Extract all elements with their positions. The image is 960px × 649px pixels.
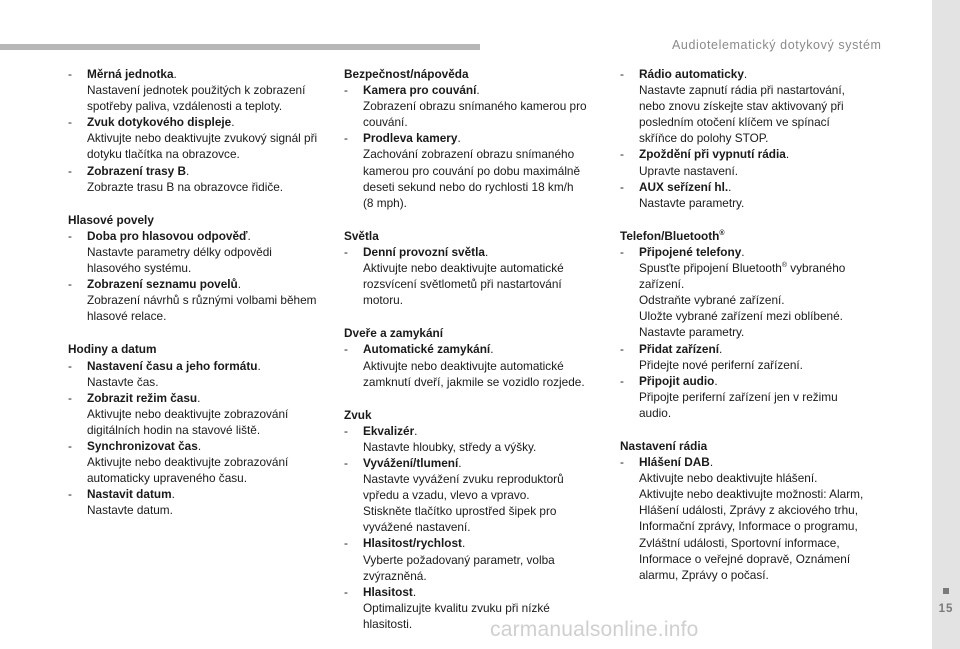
settings-list-item: - Hlášení DAB. Aktivujte nebo deaktivujte hlášení. Aktivujte nebo deaktivujte možnosti: Alarm, Hlášení události, Zprávy z akciového trhu, Informační zprávy, Informace o programu, Zvláštní události, Sportovní informace, Informace o veřejné dopravě, Oznámení alarmu, Zprávy o počasí.: [620, 454, 882, 583]
item-description-line: Přidejte nové periferní zařízení.: [639, 357, 803, 372]
settings-section: [344, 407, 602, 632]
list-dash: -: [620, 179, 624, 194]
list-dash: -: [344, 455, 348, 470]
item-name: AUX seřízení hl.: [639, 179, 729, 194]
list-dash: -: [344, 584, 348, 599]
page-number: 15: [938, 603, 954, 615]
item-description-line: Aktivujte nebo deaktivujte zobrazování: [87, 406, 289, 421]
column-3: [620, 66, 882, 600]
item-description-line: couvání.: [363, 115, 408, 130]
page-side-strip: [932, 0, 960, 649]
settings-list-item: - Kamera pro couvání. Zobrazení obrazu snímaného kamerou pro couvání.: [344, 82, 602, 130]
settings-list-item: - Zobrazit režim času. Aktivujte nebo deaktivujte zobrazování digitálních hodin na stavové liště.: [68, 390, 330, 438]
item-description-line: Aktivujte nebo deaktivujte hlášení.: [639, 471, 818, 486]
section-title: Bezpečnost/nápověda: [344, 67, 469, 81]
settings-list-item: - Zpoždění při vypnutí rádia. Upravte nastavení.: [620, 146, 882, 178]
item-description-line: Nastavte zapnutí rádia při nastartování,: [639, 83, 845, 98]
item-description-line: digitálních hodin na stavové liště.: [87, 422, 261, 437]
list-dash: -: [68, 115, 72, 130]
item-name: Prodleva kamery: [363, 131, 458, 146]
item-name: Nastavit datum: [87, 487, 172, 502]
item-name: Hlasitost: [363, 584, 413, 599]
item-description-line: Informace o veřejné dopravě, Oznámení: [639, 551, 851, 566]
settings-list-item: - Synchronizovat čas. Aktivujte nebo deaktivujte zobrazování automaticky upraveného času.: [68, 438, 330, 486]
section-title: Dveře a zamykání: [344, 326, 444, 341]
settings-list-item: - Zvuk dotykového displeje. Aktivujte nebo deaktivujte zvukový signál při dotyku tlačítka na obrazovce.: [68, 114, 330, 162]
list-dash: -: [620, 455, 624, 470]
settings-section: [620, 66, 882, 211]
item-name: Připojit audio: [639, 373, 715, 388]
item-description-line: Nastavte datum.: [87, 503, 173, 518]
item-name: Synchronizovat čas: [87, 438, 198, 453]
list-dash: -: [68, 277, 72, 292]
list-dash: -: [68, 438, 72, 453]
item-name: Rádio automaticky: [639, 67, 744, 81]
item-description-line: zvýrazněná.: [363, 568, 427, 583]
item-description-line: automaticky upraveného času.: [87, 471, 248, 486]
item-description-line: Stiskněte tlačítko uprostřed šipek pro: [363, 504, 557, 519]
item-name: Připojené telefony: [639, 244, 742, 259]
item-name: Hlášení DAB: [639, 455, 710, 470]
list-dash: -: [620, 373, 624, 388]
list-dash: -: [620, 147, 624, 162]
item-description-line: Spusťte připojení Bluetooth® vybraného: [639, 261, 846, 276]
item-description-line: Upravte nastavení.: [639, 163, 739, 178]
settings-list-item: - Prodleva kamery. Zachování zobrazení obrazu snímaného kamerou pro couvání po dobu maximálně deseti sekund nebo do rychlosti 18 km/h (8 mph).: [344, 130, 602, 210]
item-description-line: Nastavte hloubky, středy a výšky.: [363, 439, 537, 454]
settings-list-item: - Přidat zařízení. Přidejte nové periferní zařízení.: [620, 341, 882, 373]
item-description-line: Zvláštní události, Sportovní informace,: [639, 535, 840, 550]
item-description-line: Aktivujte nebo deaktivujte zobrazování: [87, 455, 289, 470]
item-description-line: Nastavte vyvážení zvuku reproduktorů: [363, 472, 564, 487]
item-name: Nastavení času a jeho formátu: [87, 358, 258, 373]
item-name: Zobrazit režim času: [87, 390, 198, 405]
item-description-line: Odstraňte vybrané zařízení.: [639, 293, 785, 308]
list-dash: -: [344, 83, 348, 98]
item-description-line: dotyku tlačítka na obrazovce.: [87, 147, 240, 162]
settings-list-item: - AUX seřízení hl.. Nastavte parametry.: [620, 179, 882, 211]
item-description-line: spotřeby paliva, vzdálenosti a teploty.: [87, 99, 283, 114]
item-description-line: Aktivujte nebo deaktivujte automatické: [363, 261, 564, 276]
settings-section: [68, 66, 330, 195]
item-name: Zobrazení seznamu povelů: [87, 277, 238, 292]
settings-list-item: - Hlasitost/rychlost. Vyberte požadovaný parametr, volba zvýrazněná.: [344, 535, 602, 583]
list-dash: -: [344, 423, 348, 438]
section-title: Hodiny a datum: [68, 342, 157, 357]
item-description-line: motoru.: [363, 293, 403, 308]
list-dash: -: [68, 390, 72, 405]
page-marker-square: [943, 588, 949, 594]
settings-section: [68, 212, 330, 325]
list-dash: -: [68, 487, 72, 502]
item-description-line: (8 mph).: [363, 195, 407, 210]
item-description-line: vyvážené nastavení.: [363, 520, 471, 535]
settings-list-item: - Zobrazení trasy B. Zobrazte trasu B na obrazovce řidiče.: [68, 163, 330, 195]
list-dash: -: [620, 67, 624, 81]
item-description-line: vpředu a vzadu, vlevo a vpravo.: [363, 488, 530, 503]
item-description-line: Informační zprávy, Informace o programu,: [639, 519, 858, 534]
item-description-line: hlasového systému.: [87, 261, 192, 276]
settings-section: [620, 228, 882, 421]
item-description-line: Nastavte čas.: [87, 374, 159, 389]
section-title: Světla: [344, 228, 379, 243]
item-name: Měrná jednotka: [87, 67, 174, 81]
item-name: Automatické zamykání: [363, 342, 491, 357]
column-2: [344, 66, 602, 649]
settings-list-item: - Doba pro hlasovou odpověď. Nastavte parametry délky odpovědi hlasového systému.: [68, 228, 330, 276]
section-title: Telefon/Bluetooth®: [620, 228, 725, 243]
item-description-line: deseti sekund nebo do rychlosti 18 km/h: [363, 179, 574, 194]
list-dash: -: [344, 131, 348, 146]
settings-list-item: - Zobrazení seznamu povelů. Zobrazení návrhů s různými volbami během hlasové relace.: [68, 276, 330, 324]
item-name: Ekvalizér: [363, 423, 415, 438]
section-title: Hlasové povely: [68, 212, 154, 227]
item-description-line: Nastavte parametry.: [639, 195, 745, 210]
item-name: Přidat zařízení: [639, 341, 719, 356]
item-name: Denní provozní světla: [363, 244, 485, 259]
page-header-title: Audiotelematický dotykový systém: [672, 38, 882, 52]
settings-section: [620, 438, 882, 583]
item-name: Doba pro hlasovou odpověď: [87, 228, 248, 243]
column-1: [68, 66, 330, 535]
list-dash: -: [68, 67, 72, 81]
settings-list-item: - Ekvalizér. Nastavte hloubky, středy a výšky.: [344, 423, 602, 455]
item-description-line: Optimalizujte kvalitu zvuku při nízké: [363, 600, 550, 615]
item-description-line: Vyberte požadovaný parametr, volba: [363, 552, 555, 567]
item-description-line: Zobrazení obrazu snímaného kamerou pro: [363, 99, 587, 114]
item-description-line: nebo znovu získejte stav aktivovaný při: [639, 99, 844, 114]
settings-section: [68, 341, 330, 518]
item-name: Zvuk dotykového displeje: [87, 115, 232, 130]
item-name: Hlasitost/rychlost: [363, 536, 462, 551]
item-description-line: Zobrazení návrhů s různými volbami během: [87, 293, 317, 308]
section-title: Zvuk: [344, 407, 372, 422]
item-name: Vyvážení/tlumení: [363, 455, 459, 470]
settings-list-item: - Rádio automaticky. Nastavte zapnutí rádia při nastartování, nebo znovu získejte stav aktivovaný při posledním otočení klíčem ve spínací skříňce do polohy STOP.: [620, 66, 882, 146]
list-dash: -: [68, 228, 72, 243]
list-dash: -: [344, 342, 348, 357]
list-dash: -: [620, 341, 624, 356]
list-dash: -: [68, 163, 72, 178]
item-description-line: zařízení.: [639, 277, 685, 292]
item-name: Zobrazení trasy B: [87, 163, 186, 178]
settings-list-item: - Připojené telefony. Spusťte připojení Bluetooth® vybraného zařízení. Odstraňte vybrané zařízení. Uložte vybrané zařízení mezi oblíbené. Nastavte parametry.: [620, 244, 882, 341]
item-description-line: hlasitosti.: [363, 616, 413, 631]
item-description-line: kamerou pro couvání po dobu maximálně: [363, 163, 581, 178]
settings-list-item: - Vyvážení/tlumení. Nastavte vyvážení zvuku reproduktorů vpředu a vzadu, vlevo a vpravo. Stiskněte tlačítko uprostřed šipek pro vyvážené nastavení.: [344, 455, 602, 535]
settings-list-item: - Automatické zamykání. Aktivujte nebo deaktivujte automatické zamknutí dveří, jakmile se vozidlo rozjede.: [344, 341, 602, 389]
watermark-text: carmanualsonline.info: [490, 618, 699, 641]
list-dash: -: [620, 244, 624, 259]
item-description-line: Aktivujte nebo deaktivujte automatické: [363, 358, 564, 373]
item-name: Kamera pro couvání: [363, 83, 477, 98]
item-description-line: skříňce do polohy STOP.: [639, 131, 769, 146]
item-description-line: posledním otočení klíčem ve spínací: [639, 115, 830, 130]
item-description-line: Připojte periferní zařízení jen v režimu: [639, 389, 838, 404]
item-description-line: zamknutí dveří, jakmile se vozidlo rozjede.: [363, 374, 585, 389]
list-dash: -: [68, 358, 72, 373]
settings-section: [344, 325, 602, 389]
item-description-line: Uložte vybrané zařízení mezi oblíbené.: [639, 309, 843, 324]
settings-list-item: - Nastavit datum. Nastavte datum.: [68, 486, 330, 518]
list-dash: -: [344, 244, 348, 259]
section-title: Nastavení rádia: [620, 438, 708, 453]
list-dash: -: [344, 536, 348, 551]
item-description-line: Zobrazte trasu B na obrazovce řidiče.: [87, 179, 284, 194]
settings-list-item: - Měrná jednotka. Nastavení jednotek použitých k zobrazení spotřeby paliva, vzdálenosti a teploty.: [68, 66, 330, 114]
item-description-line: Aktivujte nebo deaktivujte možnosti: Alarm,: [639, 487, 864, 502]
settings-list-item: - Denní provozní světla. Aktivujte nebo deaktivujte automatické rozsvícení světlometů při nastartování motoru.: [344, 244, 602, 308]
settings-list-item: - Nastavení času a jeho formátu. Nastavte čas.: [68, 358, 330, 390]
settings-section: [344, 228, 602, 308]
settings-section: [344, 66, 602, 211]
item-description-line: Nastavte parametry.: [639, 325, 745, 340]
item-description-line: Aktivujte nebo deaktivujte zvukový signál při: [87, 131, 318, 146]
item-description-line: rozsvícení světlometů při nastartování: [363, 277, 562, 292]
item-description-line: hlasové relace.: [87, 309, 167, 324]
item-description-line: Nastavte parametry délky odpovědi: [87, 244, 272, 259]
settings-list-item: - Připojit audio. Připojte periferní zařízení jen v režimu audio.: [620, 373, 882, 421]
item-description-line: Hlášení události, Zprávy z akciového trhu,: [639, 503, 859, 518]
settings-list-item: - Hlasitost. Optimalizujte kvalitu zvuku při nízké hlasitosti.: [344, 584, 602, 632]
item-description-line: alarmu, Zprávy o počasí.: [639, 567, 769, 582]
item-description-line: audio.: [639, 405, 672, 420]
header-rule: [0, 44, 480, 50]
item-name: Zpoždění při vypnutí rádia: [639, 147, 786, 162]
item-description-line: Nastavení jednotek použitých k zobrazení: [87, 83, 306, 98]
item-description-line: Zachování zobrazení obrazu snímaného: [363, 147, 575, 162]
